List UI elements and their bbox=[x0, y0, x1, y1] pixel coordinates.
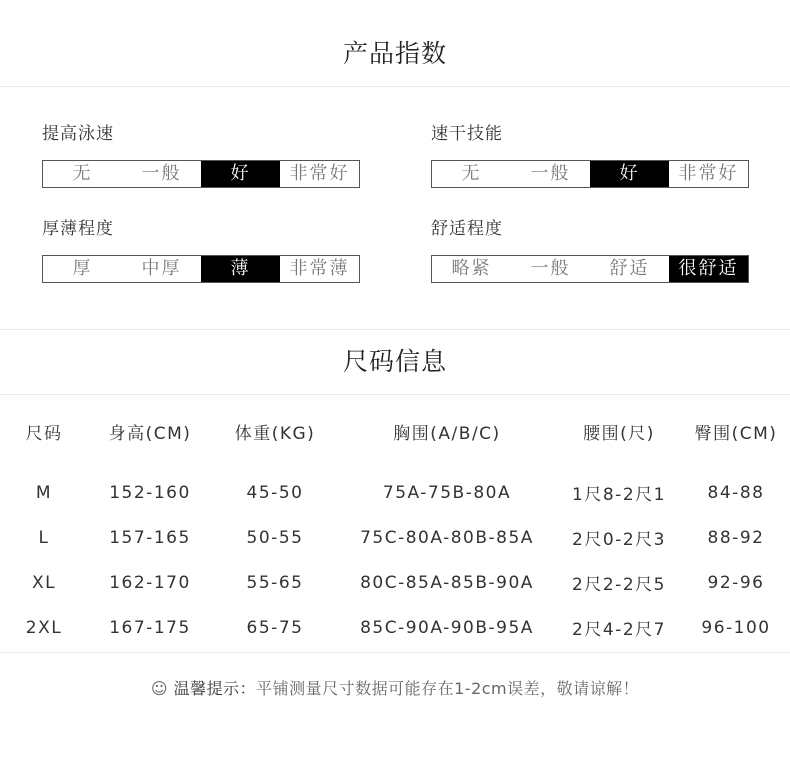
table-cell: 55-65 bbox=[246, 572, 304, 593]
metric-swim-speed bbox=[42, 122, 360, 188]
divider bbox=[0, 394, 790, 395]
table-cell: 1尺8-2尺1 bbox=[572, 485, 666, 505]
table-row bbox=[0, 560, 790, 605]
scale-option: 无 bbox=[72, 163, 93, 184]
metric-thickness bbox=[42, 217, 360, 283]
scale-option: 中厚 bbox=[141, 258, 182, 279]
section-title-product-index: 产品指数 bbox=[342, 39, 447, 68]
table-cell: 162-170 bbox=[109, 572, 191, 593]
size-table bbox=[0, 416, 790, 650]
table-header-cell: 胸围(A/B/C) bbox=[393, 423, 501, 444]
table-row bbox=[0, 515, 790, 560]
scale-option: 很舒适 bbox=[669, 256, 748, 282]
metric-label: 提高泳速 bbox=[42, 124, 114, 144]
table-cell: 80C-85A-85B-90A bbox=[360, 572, 534, 593]
metric-label: 厚薄程度 bbox=[42, 219, 114, 239]
metric-label: 速干技能 bbox=[431, 124, 503, 144]
scale-option: 无 bbox=[461, 163, 482, 184]
scale-option: 非常薄 bbox=[289, 258, 350, 279]
table-cell: 167-175 bbox=[109, 617, 191, 638]
table-header-cell: 腰围(尺) bbox=[583, 423, 655, 444]
table-header-cell: 臀围(CM) bbox=[694, 423, 778, 444]
divider bbox=[0, 329, 790, 330]
table-cell: L bbox=[38, 527, 50, 548]
table-cell: 65-75 bbox=[246, 617, 304, 638]
rating-scale bbox=[42, 160, 360, 188]
table-cell: 88-92 bbox=[707, 527, 765, 548]
table-cell: 45-50 bbox=[246, 482, 304, 503]
rating-scale bbox=[431, 255, 749, 283]
scale-option: 一般 bbox=[530, 258, 571, 279]
divider bbox=[0, 86, 790, 87]
metric-label: 舒适程度 bbox=[431, 219, 503, 239]
table-cell: 75A-75B-80A bbox=[382, 482, 512, 503]
metric-quick-dry bbox=[431, 122, 749, 188]
scale-option: 非常好 bbox=[678, 163, 739, 184]
section-title-size-info: 尺码信息 bbox=[342, 347, 447, 376]
table-row bbox=[0, 605, 790, 650]
table-header-cell: 体重(KG) bbox=[234, 423, 316, 444]
table-cell: 152-160 bbox=[109, 482, 191, 503]
table-cell: 84-88 bbox=[707, 482, 765, 503]
table-cell: XL bbox=[31, 572, 57, 593]
table-header-row bbox=[0, 416, 790, 446]
table-header-cell: 身高(CM) bbox=[108, 423, 192, 444]
scale-option: 舒适 bbox=[609, 258, 650, 279]
tip-label: 温馨提示： bbox=[173, 679, 257, 698]
scale-option: 非常好 bbox=[289, 163, 350, 184]
table-cell: 2XL bbox=[25, 617, 63, 638]
scale-option: 好 bbox=[590, 161, 669, 187]
scale-option: 一般 bbox=[530, 163, 571, 184]
table-cell: M bbox=[35, 482, 53, 503]
table-cell: 2尺4-2尺7 bbox=[572, 620, 666, 640]
table-cell: 75C-80A-80B-85A bbox=[360, 527, 534, 548]
table-cell: 2尺2-2尺5 bbox=[572, 575, 666, 595]
table-cell: 2尺0-2尺3 bbox=[572, 530, 666, 550]
rating-scale bbox=[431, 160, 749, 188]
scale-option: 略紧 bbox=[451, 258, 492, 279]
scale-option: 好 bbox=[201, 161, 280, 187]
scale-option: 一般 bbox=[141, 163, 182, 184]
size-tip bbox=[0, 676, 790, 699]
tip-text: 平铺测量尺寸数据可能存在1-2cm误差，敬请谅解！ bbox=[256, 679, 640, 698]
smiley-icon: ☺ bbox=[150, 679, 169, 698]
table-cell: 85C-90A-90B-95A bbox=[360, 617, 534, 638]
table-cell: 50-55 bbox=[246, 527, 304, 548]
table-cell: 92-96 bbox=[707, 572, 765, 593]
scale-option: 薄 bbox=[201, 256, 280, 282]
table-cell: 157-165 bbox=[109, 527, 191, 548]
rating-scale bbox=[42, 255, 360, 283]
scale-option: 厚 bbox=[72, 258, 93, 279]
metric-comfort bbox=[431, 217, 749, 283]
divider bbox=[0, 652, 790, 653]
table-row bbox=[0, 470, 790, 515]
table-header-cell: 尺码 bbox=[25, 423, 63, 444]
table-cell: 96-100 bbox=[701, 617, 771, 638]
